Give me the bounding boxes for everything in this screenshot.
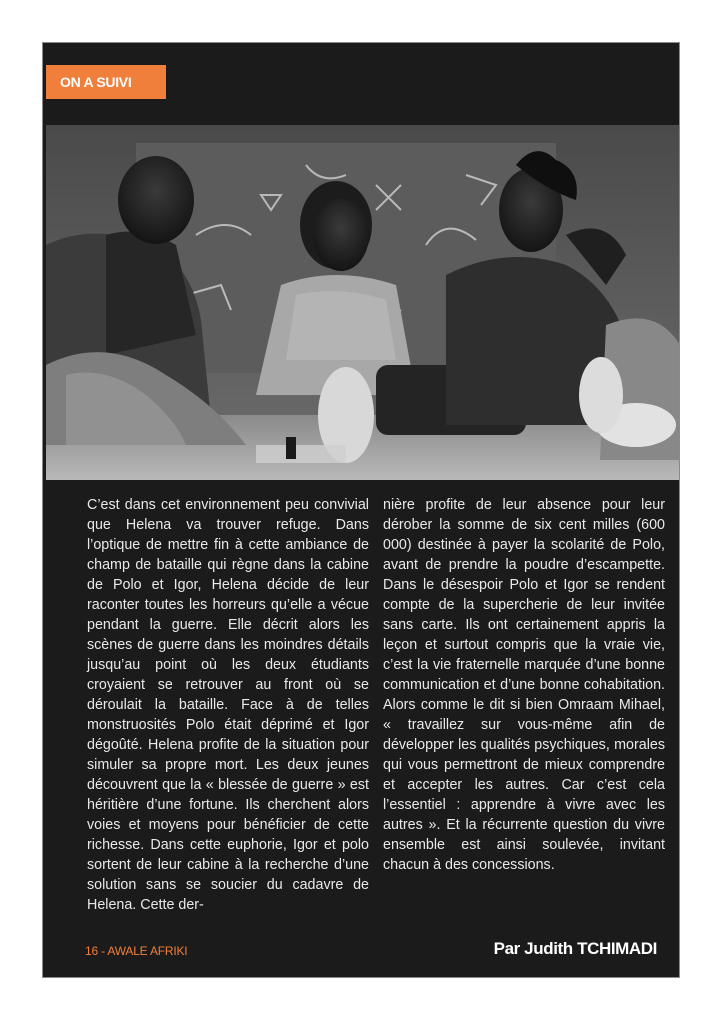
article-body	[87, 495, 666, 925]
section-tag: ON A SUIVI	[46, 65, 166, 99]
magazine-page	[42, 42, 680, 978]
article-column-right: nière profite de leur absence pour leur dérober la somme de six cent milles (600 000) destinée à payer la scolarité de Polo, avant de prendre la poudre d’escampette. Dans le désespoir Polo et Igor se rendent compte de la supercherie de leur invitée sans carte. Ils ont certainement appris la leçon et surtout compris que la vraie vie, c’est la vie fraternelle marquée d’une bonne communication et d’une bonne cohabitation. Alors comme le dit si bien Omraam Mihael, « travaillez sur vous-même afin de développer les qualités psychiques, morales qui vous permettront de mieux comprendre et accepter les autres. Car c’est cela l’essentiel : apprendre à vivre avec les autres ». Et la récurrente question du vivre ensemble est ainsi soulevée, invitant chacun à des concessions.	[383, 497, 665, 873]
page-number: 16 - AWALE AFRIKI	[85, 944, 188, 958]
article-column-left: C’est dans cet environnement peu convivial que Helena va trouver refuge. Dans l’optique de mettre fin à cette ambiance de champ de bataille qui règne dans la cabine de Polo et Igor, Helena décide de leur raconter toutes les horreurs qu’elle a vécue pendant la guerre. Elle décrit alors les scènes de guerre dans les moindres détails jusqu’au point où les deux étudiants croyaient se retrouver au front où se déroulait la bataille. Face à de telles monstruosités Polo était déprimé et Igor dégoûté. Helena profite de la situation pour simuler sa propre mort. Les deux jeunes découvrent que la « blessée de guerre » est héritière d’une fortune. Ils cherchent alors voies et moyens pour bénéficier de cette richesse. Dans cette euphorie, Igor et polo sortent de leur cabine à la recherche d’une solution sans se soucier du cadavre de Helena. Cette der-	[87, 497, 369, 913]
author-byline: Par Judith TCHIMADI	[493, 939, 657, 958]
stage-photo	[46, 125, 680, 480]
stage-photo-image	[46, 125, 680, 480]
